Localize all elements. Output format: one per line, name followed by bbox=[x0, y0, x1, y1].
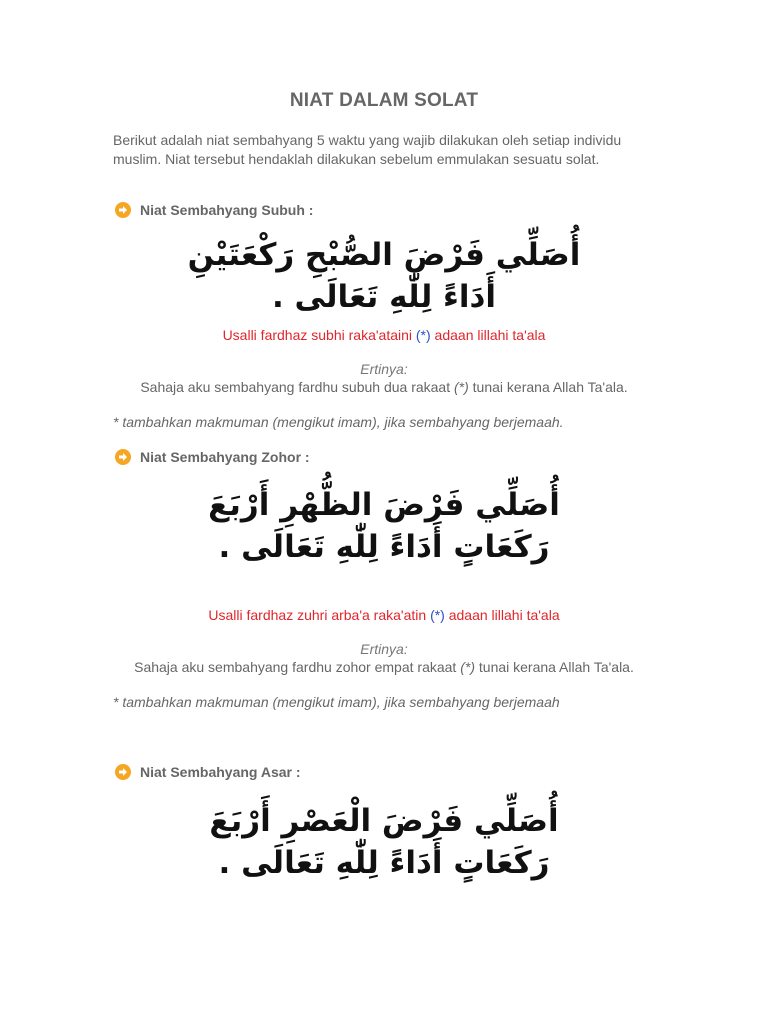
section-heading-label: Niat Sembahyang Asar : bbox=[140, 764, 301, 780]
intro-paragraph: Berikut adalah niat sembahyang 5 waktu yang wajib dilakukan oleh setiap individu muslim. Niat tersebut hendaklah dilakukan sebelum emmulakan sesuatu solat. bbox=[113, 132, 622, 167]
arabic-line: أَدَاءً لِلّٰهِ تَعَالَى . bbox=[271, 279, 497, 315]
asterisk-marker: (*) bbox=[415, 327, 431, 343]
transliteration-text: Usalli fardhaz subhi raka'ataini bbox=[222, 327, 416, 343]
arabic-line: رَكَعَاتٍ أَدَاءً لِلّٰهِ تَعَالَى . bbox=[218, 529, 550, 565]
page-title: NIAT DALAM SOLAT bbox=[289, 90, 479, 111]
arabic-niat-subuh bbox=[0, 234, 768, 318]
arabic-niat-zohor bbox=[0, 484, 768, 568]
arabic-line: أُصَلِّي فَرْضَ الصُّبْحِ رَكْعَتَيْنِ bbox=[187, 237, 581, 273]
asterisk-marker: (*) bbox=[430, 607, 445, 623]
transliteration-text: Usalli fardhaz zuhri arba'a raka'atin bbox=[208, 607, 431, 623]
asterisk-marker: (*) bbox=[460, 659, 475, 675]
section-heading-label: Niat Sembahyang Subuh : bbox=[140, 202, 314, 218]
transliteration-text: adaan lillahi ta'ala bbox=[444, 607, 560, 623]
ertinya-label: Ertinya: bbox=[360, 641, 408, 657]
note-zohor: * tambahkan makmuman (mengikut imam), jika sembahyang berjemaah bbox=[113, 694, 560, 710]
arabic-line: رَكَعَاتٍ أَدَاءً لِلّٰهِ تَعَالَى . bbox=[218, 845, 550, 881]
ertinya-label: Ertinya: bbox=[360, 361, 408, 377]
arabic-line: أُصَلِّي فَرْضَ الْعَصْرِ أَرْبَعَ bbox=[209, 803, 559, 839]
meaning-text: Sahaja aku sembahyang fardhu subuh dua rakaat bbox=[140, 379, 454, 395]
arabic-niat-asar bbox=[0, 800, 768, 884]
meaning-text: tunai kerana Allah Ta'ala. bbox=[475, 659, 634, 675]
arrow-right-circle-icon bbox=[115, 202, 131, 218]
transliteration-subuh bbox=[0, 327, 768, 343]
arrow-right-circle-icon bbox=[115, 764, 131, 780]
arabic-line: أُصَلِّي فَرْضَ الظُّهْرِ أَرْبَعَ bbox=[208, 487, 560, 523]
section-heading-subuh bbox=[115, 200, 313, 220]
asterisk-marker: (*) bbox=[454, 379, 469, 395]
meaning-text: Sahaja aku sembahyang fardhu zohor empat rakaat bbox=[134, 659, 461, 675]
meaning-zohor bbox=[0, 659, 768, 675]
transliteration-zohor bbox=[0, 607, 768, 623]
meaning-text: tunai kerana Allah Ta'ala. bbox=[468, 379, 628, 395]
meaning-subuh bbox=[0, 379, 768, 395]
note-subuh: * tambahkan makmuman (mengikut imam), jika sembahyang berjemaah. bbox=[113, 414, 564, 430]
transliteration-text: adaan lillahi ta'ala bbox=[430, 327, 546, 343]
arrow-right-circle-icon bbox=[115, 449, 131, 465]
section-heading-zohor bbox=[115, 447, 310, 467]
section-heading-label: Niat Sembahyang Zohor : bbox=[140, 449, 310, 465]
section-heading-asar bbox=[115, 762, 301, 782]
